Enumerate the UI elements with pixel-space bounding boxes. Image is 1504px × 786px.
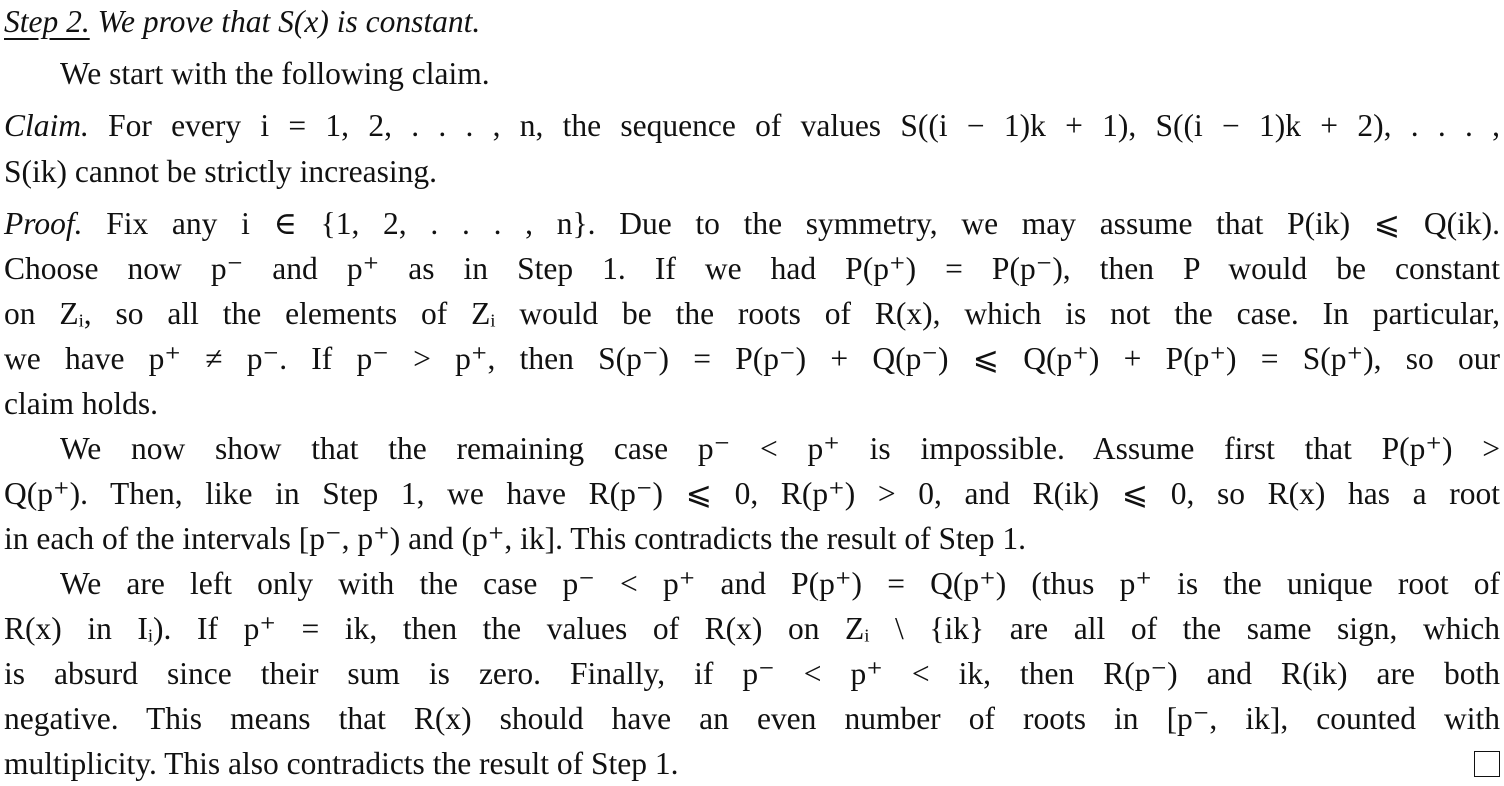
claim-line-2: S(ik) cannot be strictly increasing. xyxy=(4,154,438,189)
proof-line-3: on Zᵢ, so all the elements of Zᵢ would be the roots of R(x), which is not the case. In particular, xyxy=(4,296,1500,331)
para3-line-3: is absurd since their sum is zero. Finally, if p⁻ < p⁺ < ik, then R(p⁻) and R(ik) are both xyxy=(4,656,1500,691)
step-label: Step 2. xyxy=(4,4,90,39)
proof-page xyxy=(4,0,1500,785)
para2-line-1: We now show that the remaining case p⁻ < p⁺ is impossible. Assume first that P(p⁺) > xyxy=(60,431,1500,466)
para3-line-5: multiplicity. This also contradicts the result of Step 1. xyxy=(4,746,679,781)
claim-line-1 xyxy=(4,104,1500,148)
para3-line-1: We are left only with the case p⁻ < p⁺ and P(p⁺) = Q(p⁺) (thus p⁺ is the unique root of xyxy=(60,566,1500,601)
proof-line-5: claim holds. xyxy=(4,386,158,421)
intro-line: We start with the following claim. xyxy=(60,56,490,91)
para3-line-2: R(x) in Iᵢ). If p⁺ = ik, then the values of R(x) on Zᵢ \ {ik} are all of the same sign, which xyxy=(4,611,1500,646)
proof-text-1: Fix any i ∈ {1, 2, . . . , n}. Due to the symmetry, we may assume that P(ik) ⩽ Q(ik). xyxy=(106,206,1501,241)
claim-label: Claim. xyxy=(4,108,89,143)
step-heading xyxy=(4,0,1500,44)
proof-line-2: Choose now p⁻ and p⁺ as in Step 1. If we had P(p⁺) = P(p⁻), then P would be constant xyxy=(4,251,1500,286)
step-title: We prove that S(x) is constant. xyxy=(89,4,481,39)
para2-line-2: Q(p⁺). Then, like in Step 1, we have R(p⁻) ⩽ 0, R(p⁺) > 0, and R(ik) ⩽ 0, so R(x) has a root xyxy=(4,476,1500,511)
proof-line-4: we have p⁺ ≠ p⁻. If p⁻ > p⁺, then S(p⁻) = P(p⁻) + Q(p⁻) ⩽ Q(p⁺) + P(p⁺) = S(p⁺), so our xyxy=(4,341,1500,376)
para2-line-3: in each of the intervals [p⁻, p⁺) and (p⁺, ik]. This contradicts the result of Step 1. xyxy=(4,521,1027,556)
para3-line-4: negative. This means that R(x) should have an even number of roots in [p⁻, ik], counted with xyxy=(4,701,1500,736)
claim-text-1: For every i = 1, 2, . . . , n, the sequence of values S((i − 1)k + 1), S((i − 1)k + 2), . . . , xyxy=(108,108,1501,143)
qed-box-icon xyxy=(1474,751,1500,777)
proof-label: Proof. xyxy=(4,206,83,241)
proof-line-1 xyxy=(4,202,1500,246)
